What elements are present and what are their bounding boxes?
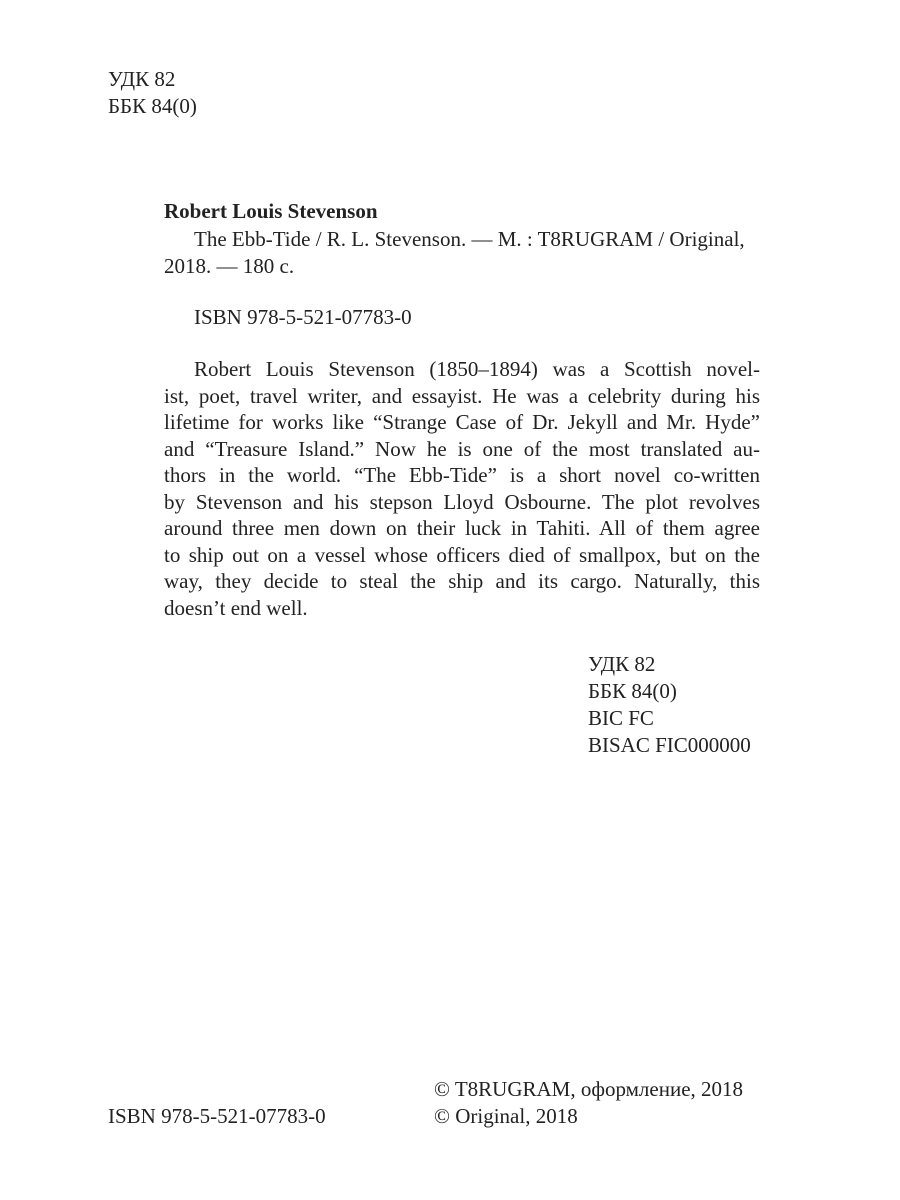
bibliographic-line-2: 2018. — 180 c. — [164, 254, 295, 278]
udk-code: УДК 82 — [108, 67, 176, 91]
abstract-line: around three men down on their luck in Tahiti. All of them agree — [164, 516, 760, 540]
bibliographic-line-1: The Ebb-Tide / R. L. Stevenson. — M. : T8RUGRAM / Original, — [194, 227, 745, 251]
udk-bbk-header — [108, 66, 197, 120]
copyright-design: © T8RUGRAM, оформление, 2018 — [434, 1077, 744, 1101]
abstract — [164, 356, 760, 621]
abstract-line: doesn’t end well. — [164, 595, 308, 620]
abstract-line: way, they decide to steal the ship and its cargo. Naturally, this — [164, 569, 760, 593]
classification-bic: BIC FC — [588, 706, 654, 730]
copyright-original: © Original, 2018 — [434, 1104, 578, 1128]
classification-bisac: BISAC FIC000000 — [588, 733, 751, 757]
copyright-block — [434, 1076, 743, 1130]
classification-bbk: ББК 84(0) — [588, 679, 677, 703]
abstract-line: and “Treasure Island.” Now he is one of the most translated au- — [164, 436, 760, 461]
abstract-line: to ship out on a vessel whose officers died of smallpox, but on the — [164, 542, 760, 567]
isbn-record: ISBN 978-5-521-07783-0 — [194, 305, 412, 329]
footer-isbn: ISBN 978-5-521-07783-0 — [108, 1104, 326, 1128]
abstract-line: thors in the world. “The Ebb-Tide” is a short novel co-written — [164, 463, 760, 487]
classification-codes — [588, 651, 751, 759]
abstract-line: ist, poet, travel writer, and essayist. He was a celebrity during his — [164, 383, 760, 408]
abstract-line: Robert Louis Stevenson (1850–1894) was a Scottish novel- — [194, 357, 760, 381]
bbk-code: ББК 84(0) — [108, 94, 197, 118]
bibliographic-description — [164, 226, 764, 280]
author-name: Robert Louis Stevenson — [164, 199, 378, 223]
abstract-line: lifetime for works like “Strange Case of Dr. Jekyll and Mr. Hyde” — [164, 410, 760, 434]
classification-udk: УДК 82 — [588, 652, 656, 676]
abstract-line: by Stevenson and his stepson Lloyd Osbourne. The plot revolves — [164, 489, 760, 514]
